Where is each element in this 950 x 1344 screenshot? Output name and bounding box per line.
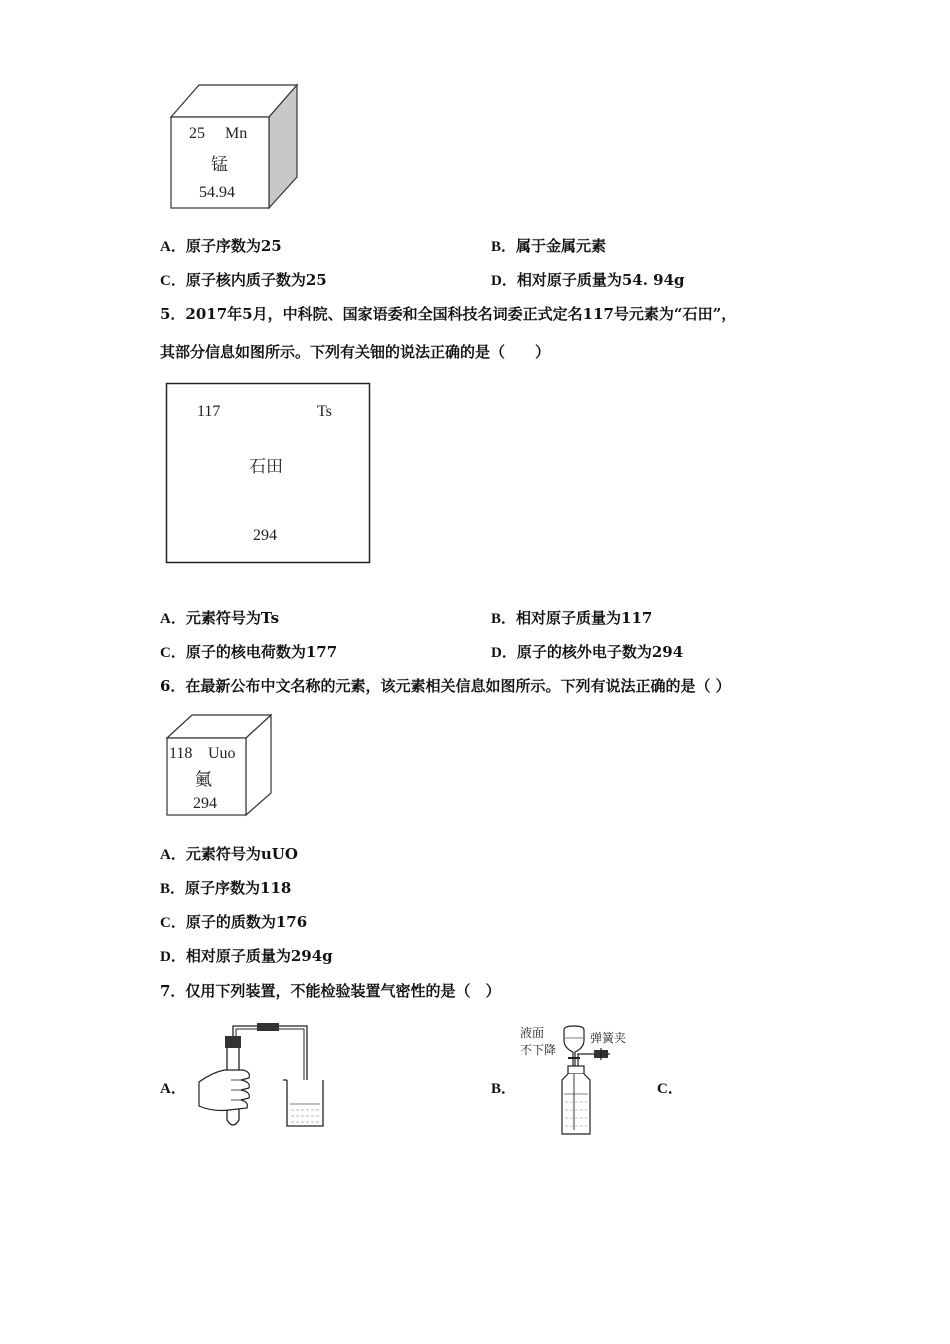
q5-option-a[interactable]: [160, 608, 279, 629]
option-letter: C．: [160, 915, 186, 931]
q6-option-a[interactable]: [160, 844, 298, 865]
q6-option-c[interactable]: [160, 912, 307, 933]
option-letter: C．: [657, 1081, 683, 1097]
option-letter: D．: [491, 273, 517, 289]
option-text: 原子的核外电子数为294: [516, 643, 684, 661]
q6-option-b[interactable]: [160, 878, 291, 899]
q5-stem-line1: 5．2017年5月，中科院、国家语委和全国科技名词委正式定名117号元素为“石田”，: [160, 305, 737, 323]
option-text: 相对原子质量为294g: [185, 947, 333, 965]
option-letter: B．: [491, 1081, 517, 1097]
option-text: 原子序数为118: [185, 879, 292, 897]
mn-symbol: Mn: [225, 125, 248, 142]
option-text: 原子的质数为176: [185, 913, 308, 931]
q5-option-d[interactable]: [491, 642, 683, 663]
uuo-name: 鿫: [195, 770, 212, 790]
label-not-drop: 不下降: [520, 1043, 557, 1057]
option-letter: A．: [160, 239, 186, 255]
option-text: 属于金属元素: [516, 237, 607, 255]
uuo-atomic-number: 118: [169, 745, 193, 762]
option-letter: D．: [491, 645, 517, 661]
option-letter: B．: [491, 239, 517, 255]
option-letter: C．: [160, 645, 186, 661]
ts-symbol: Ts: [317, 403, 332, 420]
option-text: 原子序数为25: [185, 237, 282, 255]
option-letter: D．: [160, 949, 186, 965]
option-letter: B．: [491, 611, 517, 627]
uuo-symbol: Uuo: [208, 745, 236, 762]
option-text: 相对原子质量为117: [516, 609, 653, 627]
option-text: 原子核内质子数为25: [185, 271, 327, 289]
option-letter: B．: [160, 881, 186, 897]
q5-option-c[interactable]: [160, 642, 337, 663]
option-letter: C．: [160, 273, 186, 289]
option-text: 相对原子质量为54. 94g: [516, 271, 685, 289]
mn-name: 锰: [211, 155, 228, 175]
uuo-mass: 294: [193, 795, 217, 812]
ts-atomic-number: 117: [197, 403, 221, 420]
mn-element-card: [165, 80, 305, 215]
ts-element-card: [165, 382, 373, 566]
q7-option-a[interactable]: [160, 1078, 186, 1099]
q4-option-a[interactable]: [160, 236, 282, 257]
mn-mass: 54.94: [199, 184, 235, 201]
option-letter: A．: [160, 611, 186, 627]
option-text: 元素符号为uUO: [185, 845, 298, 863]
mn-atomic-number: 25: [189, 125, 205, 142]
q5-stem-line2: 其部分信息如图所示。下列有关钿的说法正确的是（ ）: [160, 343, 551, 361]
apparatus-a-diagram: [195, 1020, 335, 1135]
q4-option-b[interactable]: [491, 236, 606, 257]
option-text: 原子的核电荷数为177: [185, 643, 338, 661]
uuo-element-card: [165, 713, 275, 819]
q7-option-c[interactable]: [657, 1078, 683, 1099]
option-letter: A．: [160, 1081, 186, 1097]
ts-name: 石田: [249, 457, 283, 477]
q7-stem: 7．仅用下列装置，不能检验装置气密性的是（ ）: [160, 982, 501, 1000]
ts-mass: 294: [253, 527, 277, 544]
option-letter: A．: [160, 847, 186, 863]
q5-option-b[interactable]: [491, 608, 652, 629]
q7-option-b[interactable]: [491, 1078, 516, 1099]
q4-option-c[interactable]: [160, 270, 327, 291]
option-text: 元素符号为Ts: [185, 609, 280, 627]
label-level: 液面: [520, 1026, 545, 1040]
q6-option-d[interactable]: [160, 946, 333, 967]
q4-option-d[interactable]: [491, 270, 685, 291]
q6-stem: 6．在最新公布中文名称的元素，该元素相关信息如图所示。下列有说法正确的是（ ）: [160, 677, 731, 695]
label-clip: 弹簧夹: [590, 1031, 627, 1045]
apparatus-b-diagram: [518, 1022, 633, 1140]
